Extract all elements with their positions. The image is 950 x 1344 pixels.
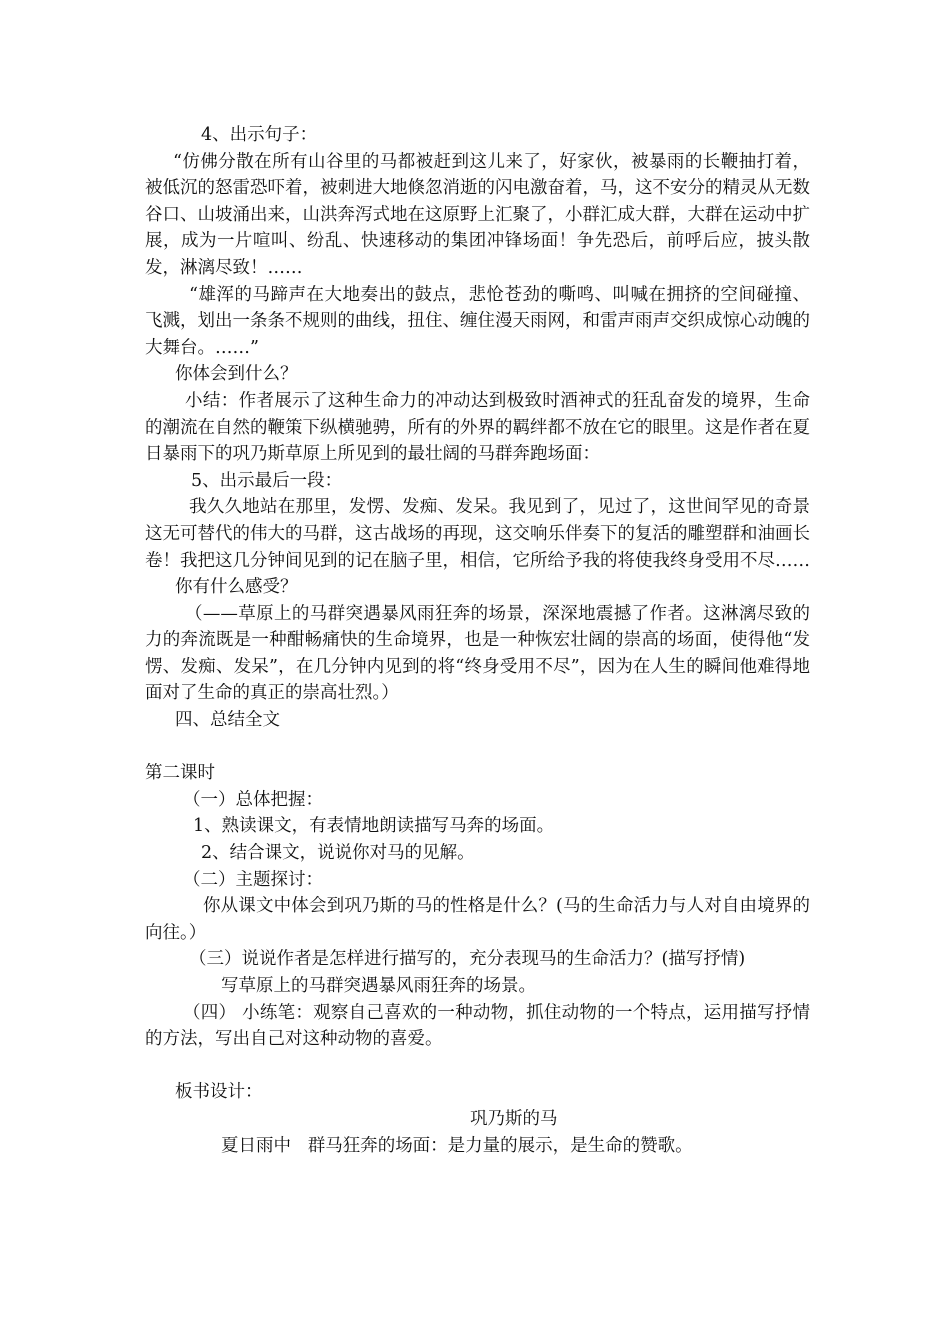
part2-text: 你从课文中体会到巩乃斯的马的性格是什么？(马的生命活力与人对自由境界的向往。）: [145, 896, 810, 943]
section-summary-heading: 四、总结全文: [175, 710, 280, 731]
board-label: 板书设计：: [175, 1082, 263, 1103]
part1-item1: 1、熟读课文，有表情地朗读描写马奔的场面。: [193, 816, 555, 837]
section4-question: 你体会到什么？: [175, 364, 298, 385]
second-lesson-title: 第二课时: [145, 763, 215, 784]
board-line: 夏日雨中 群马狂奔的场面：是力量的展示，是生命的赞歌。: [221, 1135, 693, 1156]
section5-question: 你有什么感受？: [175, 577, 298, 598]
section4-quote2: “雄浑的马蹄声在大地奏出的鼓点，悲怆苍劲的嘶鸣、叫喊在拥挤的空间碰撞、飞溅，划出一条条不规则的曲线，扭住、缠住漫天雨网，和雷声雨声交织成惊心动魄的大舞台。……”: [145, 284, 810, 358]
part1-heading: （一）总体把握：: [183, 789, 323, 810]
part4-text: （四） 小练笔：观察自己喜欢的一种动物，抓住动物的一个特点，运用描写抒情的方法，写出自己对这种动物的喜爱。: [145, 1002, 810, 1050]
board-title: 巩乃斯的马: [470, 1108, 558, 1129]
section5-answer: （——草原上的马群突遇暴风雨狂奔的场景，深深地震撼了作者。这淋漓尽致的力的奔流既是一种酣畅痛快的生命境界，也是一种恢宏壮阔的崇高的场面，使得他“发愣、发痴、发呆”，在几分钟内见到的将“终身受用不尽”，因为在人生的瞬间他难得地面对了生命的真正的崇高壮烈。）: [145, 603, 810, 704]
part2-heading: （二）主题探讨：: [183, 869, 323, 890]
document-page: [145, 122, 810, 1159]
section5-heading: 5、出示最后一段：: [191, 470, 343, 491]
part3-text: （三）说说作者是怎样进行描写的，充分表现马的生命活力？(描写抒情): [189, 949, 746, 970]
section5-paragraph: 我久久地站在那里，发愣、发痴、发呆。我见到了，见过了，这世间罕见的奇景这无可替代的伟大的马群，这古战场的再现，这交响乐伴奏下的复活的雕塑群和油画长卷！我把这几分钟间见到的记在脑子里，相信，它所给予我的将使我终身受用不尽……: [145, 497, 810, 571]
part3-sub: 写草原上的马群突遇暴风雨狂奔的场景。: [221, 976, 536, 996]
section4-heading: 4、出示句子：: [201, 125, 318, 145]
spacer: [145, 1053, 810, 1080]
part1-item2: 2、结合课文，说说你对马的见解。: [201, 843, 475, 864]
section4-summary: 小结：作者展示了这种生命力的冲动达到极致时酒神式的狂乱奋发的境界，生命的潮流在自然的鞭策下纵横驰骋，所有的外界的羁绊都不放在它的眼里。这是作者在夏日暴雨下的巩乃斯草原上所见到的最壮阔的马群奔跑场面：: [145, 390, 810, 465]
spacer: [145, 734, 810, 761]
section4-quote1: “仿佛分散在所有山谷里的马都被赶到这儿来了，好家伙，被暴雨的长鞭抽打着，被低沉的怒雷恐吓着，被刺进大地倏忽消逝的闪电激奋着，马，这不安分的精灵从无数谷口、山坡涌出来，山洪奔泻式地在这原野上汇聚了，小群汇成大群，大群在运动中扩展，成为一片喧叫、纷乱、快速移动的集团冲锋场面！争先恐后，前呼后应，披头散发，淋漓尽致！……: [145, 151, 810, 278]
